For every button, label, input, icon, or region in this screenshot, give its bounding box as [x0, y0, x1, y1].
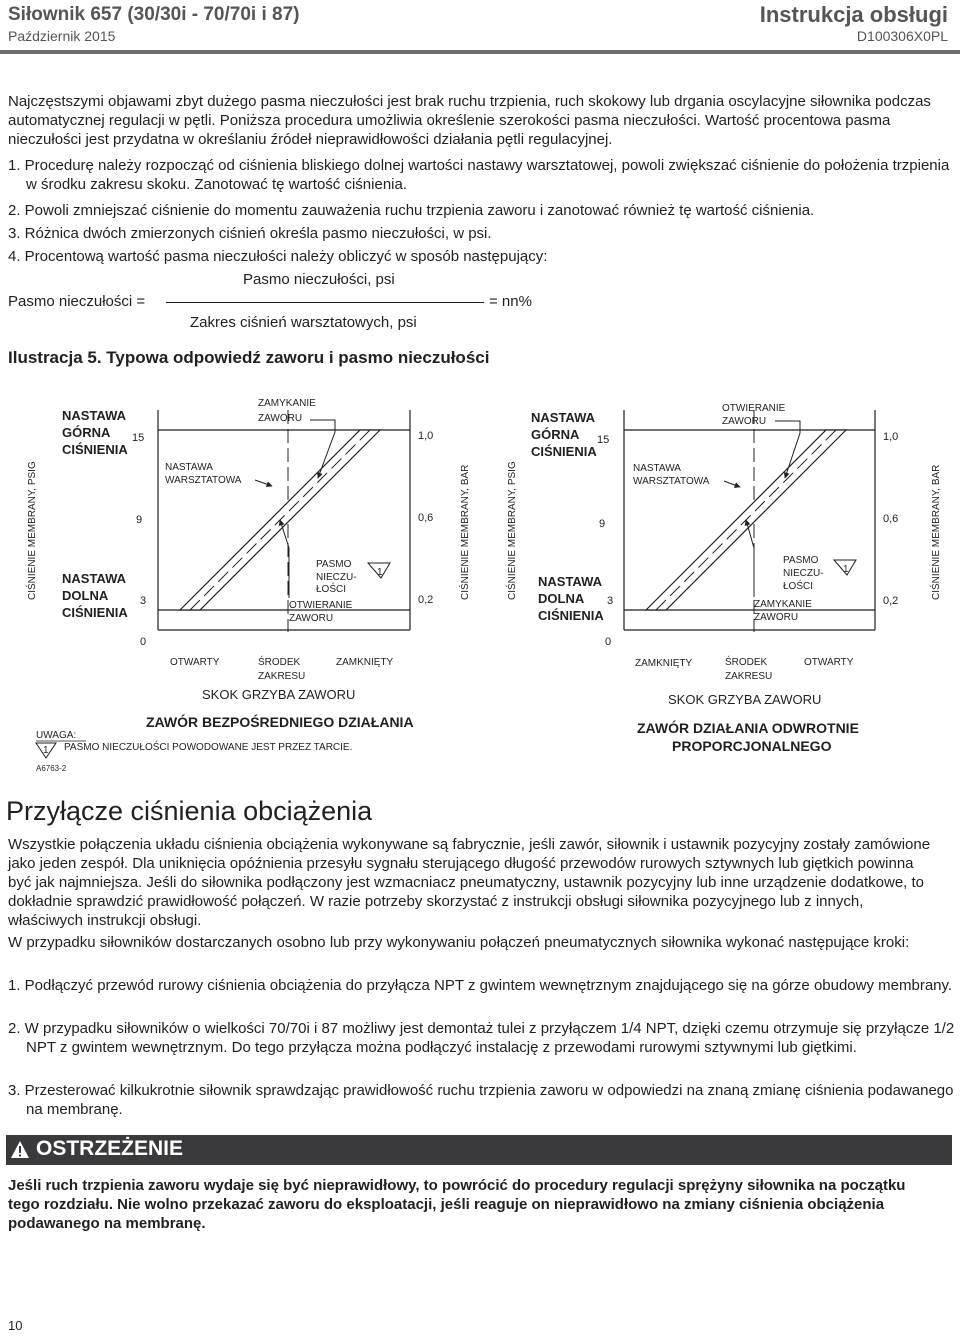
- right-x-axis-label: SKOK GRZYBA ZAWORU: [668, 692, 822, 707]
- reverse-acting-diagram: [505, 403, 942, 754]
- left-x-tick-closed: ZAMKNIĘTY: [336, 657, 394, 668]
- right-bar-tick-0-2: 0,2: [883, 595, 899, 607]
- left-caption: ZAWÓR BEZPOŚREDNIEGO DZIAŁANIA: [146, 714, 414, 730]
- left-x-tick-open: OTWARTY: [170, 657, 220, 668]
- section-step-1: 1. Podłączyć przewód rurowy ciśnienia obciążenia do przyłącza NPT z gwintem wewnętrznym znajdującego się na górze obudowy membrany.: [8, 977, 953, 994]
- page-number: 10: [8, 1318, 23, 1333]
- right-lower-setpoint-label: NASTAWA DOLNA CIŚNIENIA: [538, 574, 604, 623]
- section-paragraph-1: Wszystkie połączenia układu ciśnienia obciążenia wykonywane są fabrycznie, jeśli zawór, siłownik i ustawnik pozycyjny zostały zamówione jako jeden zespół. Dla uniknięcia opóźnienia przesyłu sygnału sterującego długość przewodów rurowych sztywnych lub giętkich powinna być jak najmniejsza. Jeśli do siłownika podłączony jest wzmacniacz pneumatyczny, ustawnik pozycyjny lub inne urządzenie dodatkowe, to dokładnie sprawdzić prawidłowość połączeń. W razie potrzeby skorzystać z instrukcji obsługi siłownika pozycyjnego lub z innych, właściwych instrukcji obsługi.: [8, 836, 931, 929]
- right-x-tick-mid: ŚRODEK ZAKRESU: [725, 657, 773, 682]
- left-bar-tick-0-2: 0,2: [418, 594, 434, 606]
- left-top-arrow-label: ZAMYKANIE ZAWORU: [258, 398, 316, 424]
- section-step-3: 3. Przesterować kilkukrotnie siłownik sprawdzając prawidłowość ruchu trzpienia zaworu w odpowiedzi na znaną zmianę ciśnienia podawanego na membranę.: [8, 1082, 954, 1118]
- section-title: Przyłącze ciśnienia obciążenia: [6, 796, 373, 826]
- right-upper-setpoint-label: NASTAWA GÓRNA CIŚNIENIA: [531, 410, 597, 459]
- figure-note-text: PASMO NIECZUŁOŚCI POWODOWANE JEST PRZEZ TARCIE.: [64, 742, 353, 753]
- left-deadband-label: PASMO NIECZU- ŁOŚCI: [316, 559, 357, 595]
- right-bar-axis-label: CIŚNIENIE MEMBRANY, BAR: [931, 464, 942, 600]
- left-note-marker: 1: [377, 567, 383, 578]
- document-type-title: Instrukcja obsługi: [759, 2, 948, 27]
- right-x-tick-open: OTWARTY: [804, 657, 854, 668]
- figure-id: A6763-2: [36, 764, 67, 773]
- warning-banner: [6, 1135, 952, 1165]
- right-top-arrow-label: OTWIERANIE ZAWORU: [722, 403, 786, 427]
- formula-fraction-bar: [166, 302, 484, 303]
- left-upper-setpoint-label: NASTAWA GÓRNA CIŚNIENIA: [62, 408, 128, 457]
- right-psig-tick-3: 3: [607, 595, 614, 607]
- left-lower-setpoint-label: NASTAWA DOLNA CIŚNIENIA: [62, 571, 128, 620]
- left-bar-tick-0-6: 0,6: [418, 512, 434, 524]
- formula-denominator: Zakres ciśnień warsztatowych, psi: [190, 314, 417, 331]
- direct-acting-diagram: [25, 398, 471, 730]
- figure-title: Ilustracja 5. Typowa odpowiedź zaworu i pasmo nieczułości: [8, 348, 490, 367]
- left-psig-axis-label: CIŚNIENIE MEMBRANY, PSIG: [27, 461, 38, 600]
- procedure-step-2: 2. Powoli zmniejszać ciśnienie do momentu zauważenia ruchu trzpienia zaworu i zanotować również tę wartość ciśnienia.: [8, 202, 815, 219]
- left-bench-set-label: NASTAWA WARSZTATOWA: [165, 462, 242, 486]
- warning-title: OSTRZEŻENIE: [36, 1137, 184, 1160]
- right-x-tick-closed: ZAMKNIĘTY: [635, 658, 693, 669]
- right-bar-tick-0-6: 0,6: [883, 513, 899, 525]
- header-divider: [0, 50, 960, 54]
- formula-lhs: Pasmo nieczułości =: [8, 293, 146, 310]
- left-psig-tick-3: 3: [140, 595, 147, 607]
- left-bottom-arrow-label: OTWIERANIE ZAWORU: [289, 600, 353, 624]
- right-bench-set-label: NASTAWA WARSZTATOWA: [633, 463, 710, 487]
- document-date: Październik 2015: [8, 28, 116, 44]
- warning-text: Jeśli ruch trzpienia zaworu wydaje się być nieprawidłowy, to powrócić do procedury regulacji sprężyny siłownika na początku tego rozdziału. Nie wolno przekazać zaworu do eksploatacji, jeśli reaguje on nieprawidłowo na zmiany ciśnienia obciążenia podawanego na membranę.: [8, 1177, 906, 1232]
- right-psig-axis-label: CIŚNIENIE MEMBRANY, PSIG: [507, 461, 518, 600]
- left-bar-axis-label: CIŚNIENIE MEMBRANY, BAR: [460, 464, 471, 600]
- left-x-tick-mid: ŚRODEK ZAKRESU: [258, 657, 306, 682]
- procedure-step-1: 1. Procedurę należy rozpocząć od ciśnienia bliskiego dolnej wartości nastawy warsztatowej, powoli zwiększać ciśnienie do położenia trzpienia w środku zakresu skoku. Zanotować tę wartość ciśnienia.: [8, 157, 950, 193]
- document-number: D100306X0PL: [856, 28, 948, 44]
- procedure-step-4: 4. Procentową wartość pasma nieczułości należy obliczyć w sposób następujący:: [8, 248, 548, 265]
- warning-triangle-icon: [10, 1140, 30, 1160]
- procedure-step-3: 3. Różnica dwóch zmierzonych ciśnień określa pasmo nieczułości, w psi.: [8, 225, 492, 242]
- left-bar-tick-1-0: 1,0: [418, 430, 434, 442]
- figure-note-heading: UWAGA:: [36, 730, 77, 741]
- document-product-title: Siłownik 657 (30/30i - 70/70i i 87): [8, 4, 300, 25]
- valve-response-figure: [0, 380, 960, 780]
- right-bottom-arrow-label: ZAMYKANIE ZAWORU: [754, 599, 812, 623]
- figure-note-marker: 1: [43, 745, 49, 756]
- formula-rhs: = nn%: [489, 293, 532, 310]
- intro-paragraph: Najczęstszymi objawami zbyt dużego pasma nieczułości jest brak ruchu trzpienia, ruch skokowy lub drgania oscylacyjne siłownika podczas automatycznej regulacji w pętli. Poniższa procedura umożliwia określenie szerokości pasma nieczułości. Wartość procentowa pasma nieczułości jest przydatna w określaniu źródeł nieprawidłowości działania pętli regulacyjnej.: [8, 93, 931, 148]
- left-psig-tick-0: 0: [140, 636, 147, 648]
- right-deadband-label: PASMO NIECZU- ŁOŚCI: [783, 555, 824, 592]
- section-paragraph-2: W przypadku siłowników dostarczanych osobno lub przy wykonywaniu połączeń pneumatycznych siłownika wykonać następujące kroki:: [8, 934, 910, 951]
- left-psig-tick-15: 15: [132, 432, 145, 444]
- right-psig-tick-0: 0: [605, 636, 612, 648]
- formula-numerator: Pasmo nieczułości, psi: [243, 271, 395, 288]
- right-caption: ZAWÓR DZIAŁANIA ODWROTNIE PROPORCJONALNEGO: [637, 720, 859, 754]
- right-note-marker: 1: [843, 564, 849, 575]
- left-x-axis-label: SKOK GRZYBA ZAWORU: [202, 687, 356, 702]
- right-psig-tick-15: 15: [597, 434, 610, 446]
- right-bar-tick-1-0: 1,0: [883, 431, 899, 443]
- section-step-2: 2. W przypadku siłowników o wielkości 70/70i i 87 możliwy jest demontaż tulei z przyłączem 1/4 NPT, dzięki czemu otrzymuje się przyłącze 1/2 NPT z gwintem wewnętrznym. Do tego przyłącza można podłączyć instalację z przewodami rurowymi sztywnymi lub giętkimi.: [8, 1020, 955, 1056]
- left-psig-tick-9: 9: [136, 514, 143, 526]
- right-psig-tick-9: 9: [599, 518, 606, 530]
